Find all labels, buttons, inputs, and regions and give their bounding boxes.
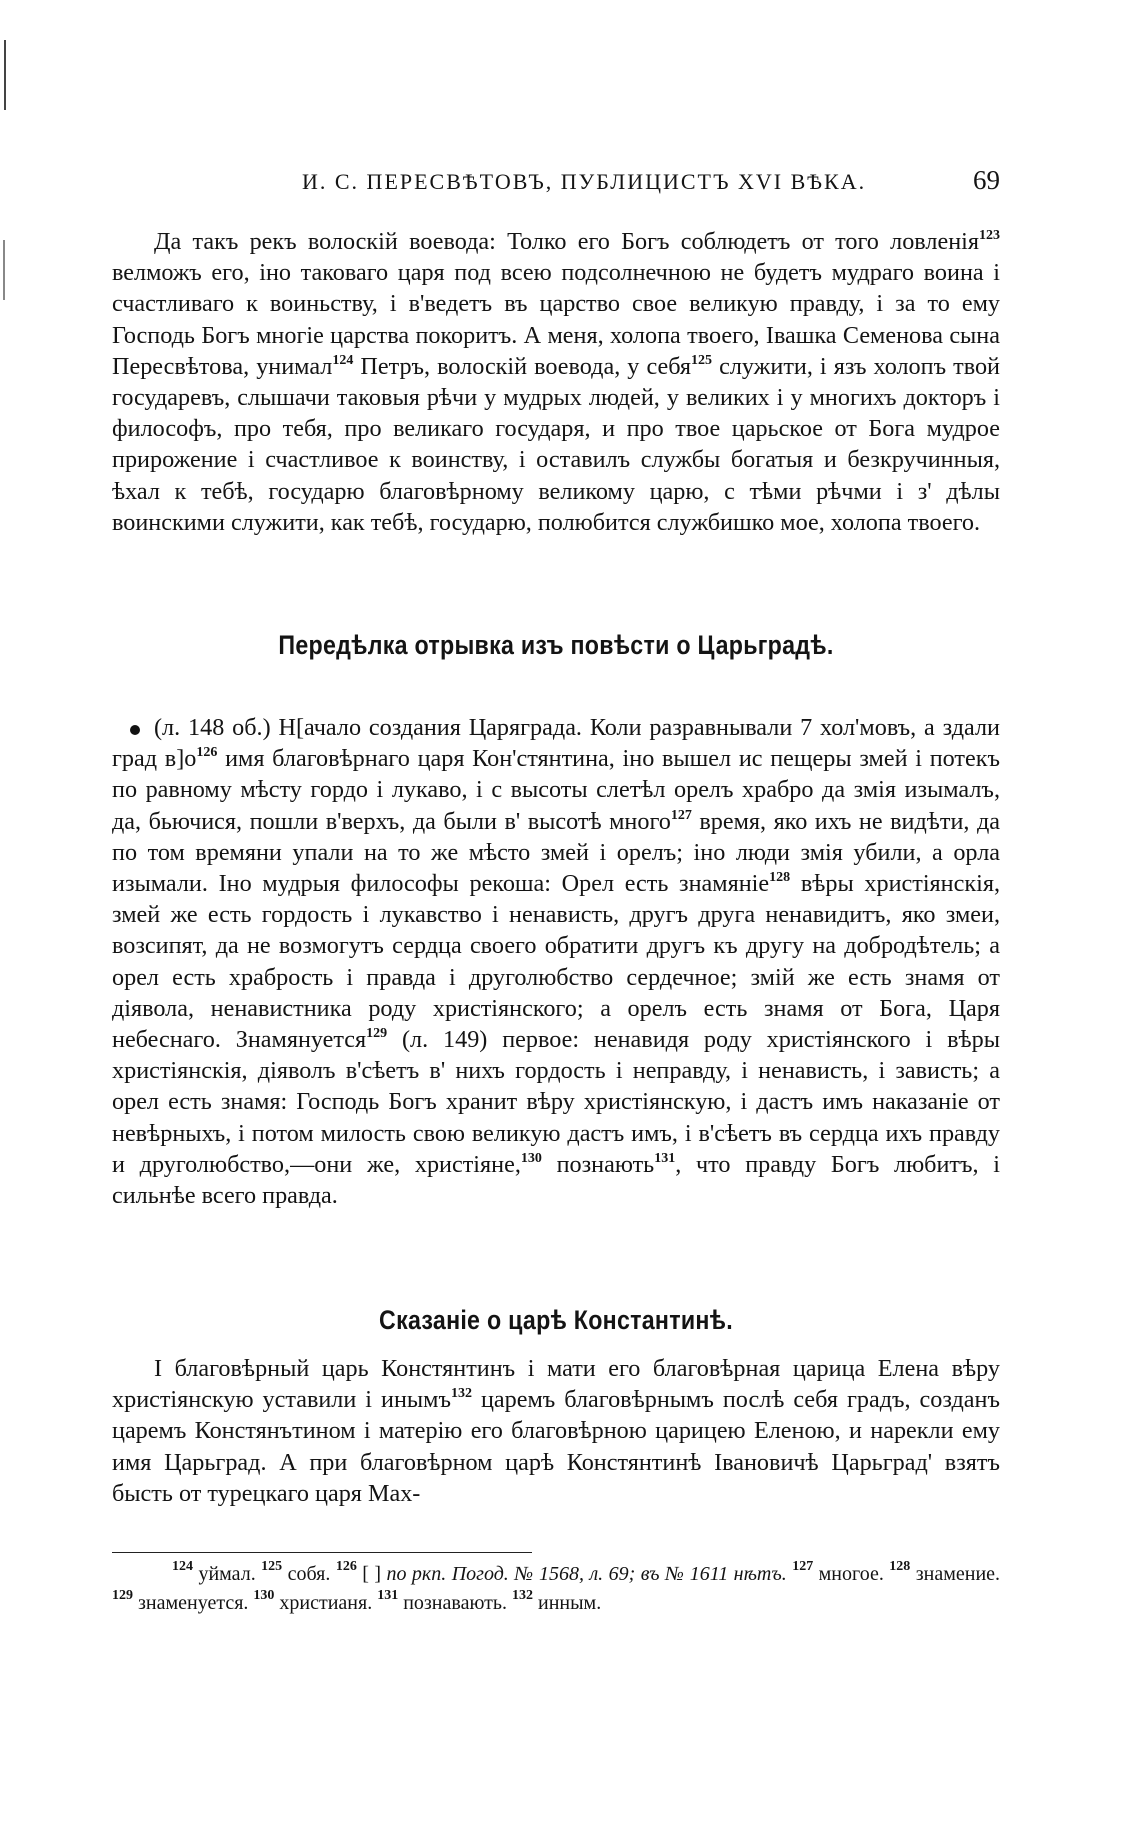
running-title: И. С. ПЕРЕСВѢТОВЪ, ПУБЛИЦИСТЪ XVI ВѢКА. [302, 169, 867, 194]
footnote-ref: 129 [366, 1026, 388, 1042]
footnote-ref: 130 [520, 1150, 542, 1166]
paragraph-1: Да такъ рекъ волоскій воевода: Толко его Богъ соблюдетъ от того ловленія$^{123}$ велможъ его, іно таковаго царя под всею подсолнечною не будетъ мудраго воина і счастливаго к воиньству, і в'ведетъ въ царство свое великую правду, і за то ему Господь Богъ многіе царства покоритъ. А меня, холопа твоего, Івашка Семенова сына Пересвѣтова, унимал$^{124}$ Петръ, волоскій воевода, у себя$^{125}$ служити, і язъ холопъ твой государевъ, слышачи таковыя рѣчи у мудрых людей, у великих і у многихъ докторъ і философъ, про тебя, про великаго государя, и про твое царьское от Бога мудрое прирожение і счастливое к воинству, і оставилъ службы богатыя и безкручинныя, ѣхал к тебѣ, государю благовѣрному великому царю, с тѣми рѣчми і з' дѣлы воинскими служити, как тебѣ, государю, полюбится службишко мое, холопа твоего. [112, 228, 1000, 536]
footnote-ref: 132 [450, 1386, 472, 1402]
footnote-ref: 127 [670, 807, 692, 823]
paragraph-2: (л. 148 об.) Н[ачало создания Царяграда. Коли разравнывали 7 хол'мовъ, а здали град $в]о^{126}$ имя благовѣрнаго царя Кон'стянтина, іно вышел ис пещеры змей і потекъ по равному мѣсту гордо і лукаво, і с высоты слетѣл орелъ храбро да змія изымалъ, да, бьючися, пошли в'верхъ, да были в' высотѣ много$^{127}$ время, яко ихъ не видѣти, да по том времяни упали на то же мѣсто змей і орелъ; іно люди змія убили, а орла изымали. Іно мудрыя философы рекоша: Орел есть знамяніе$^{128}$ вѣры христіянскія, змей же есть гордость і лукавство і ненависть, другъ друга ненавидитъ, яко змеи, возсипят, да не возмогутъ сердца своего обратити другъ къ другу на добродѣтель; а орел есть храбрость і правда і друголюбство сердечное; змій же есть знамя от діявола, ненавистника роду христіянского; а орелъ есть знамя от Бога, Царя небеснаго. Знамянуется$^{129}$ (л. 149) первое: ненавидя роду христіянского і вѣры христіянскія, діяволъ в'сѣетъ в' нихъ гордость і неправду, і ненависть, і зависть; а орел есть знамя: Господь Богъ хранит вѣру христіянскую, і дастъ имъ наказаніе от невѣрныхъ, і потом милость свою великую дастъ имъ, і в'сѣетъ въ сердца ихъ правду и друголюбство,—они же, христіяне,$^{130}$ познають$^{131}$, что правду Богъ любитъ, і сильнѣе всего правда. [112, 714, 1000, 1210]
page-edge-mark [3, 240, 5, 300]
footnote-ref: 125 [691, 352, 713, 368]
section-heading-2: Сказаніе о царѣ Константинѣ. [379, 1305, 733, 1335]
footnote-ref: 128 [769, 870, 791, 886]
section-heading-1: Передѣлка отрывка изъ повѣсти о Царьградѣ. [278, 630, 834, 660]
footnote-ref: 126 [196, 745, 218, 761]
footnote-ref: 131 [654, 1150, 676, 1166]
page-edge-mark [4, 40, 6, 110]
footnote-ref: 124 [332, 352, 354, 368]
footnote-ref: 123 [979, 228, 1000, 243]
footnote-separator [112, 1552, 532, 1553]
page-header [112, 165, 1000, 199]
footnotes: $^{124}$ уймал. $^{125}$ собя. $^{126}$ [ ] по ркп. Погод. № 1568, л. 69; въ № 1611 нѣтъ. $^{127}$ многое. $^{128}$ знамение. $^{129}$ знаменуется. $^{130}$ христианя. $^{131}$ познавають. $^{132}$ инным. [112, 1559, 1001, 1614]
page-number: 69 [973, 165, 1000, 195]
paragraph-3: І благовѣрный царь Констянтинъ і мати его благовѣрная царица Елена вѣру христіянскую уставили і инымъ$^{132}$ царемъ благовѣрнымъ послѣ себя градъ, созданъ царемъ Констянътином і матерію его благовѣрною царицею Еленою, и нарекли ему имя Царьград. А при благовѣрном царѣ Констянтинѣ Івановичѣ Царьград' взятъ бысть от турецкаго царя Мах- [112, 1355, 1000, 1507]
